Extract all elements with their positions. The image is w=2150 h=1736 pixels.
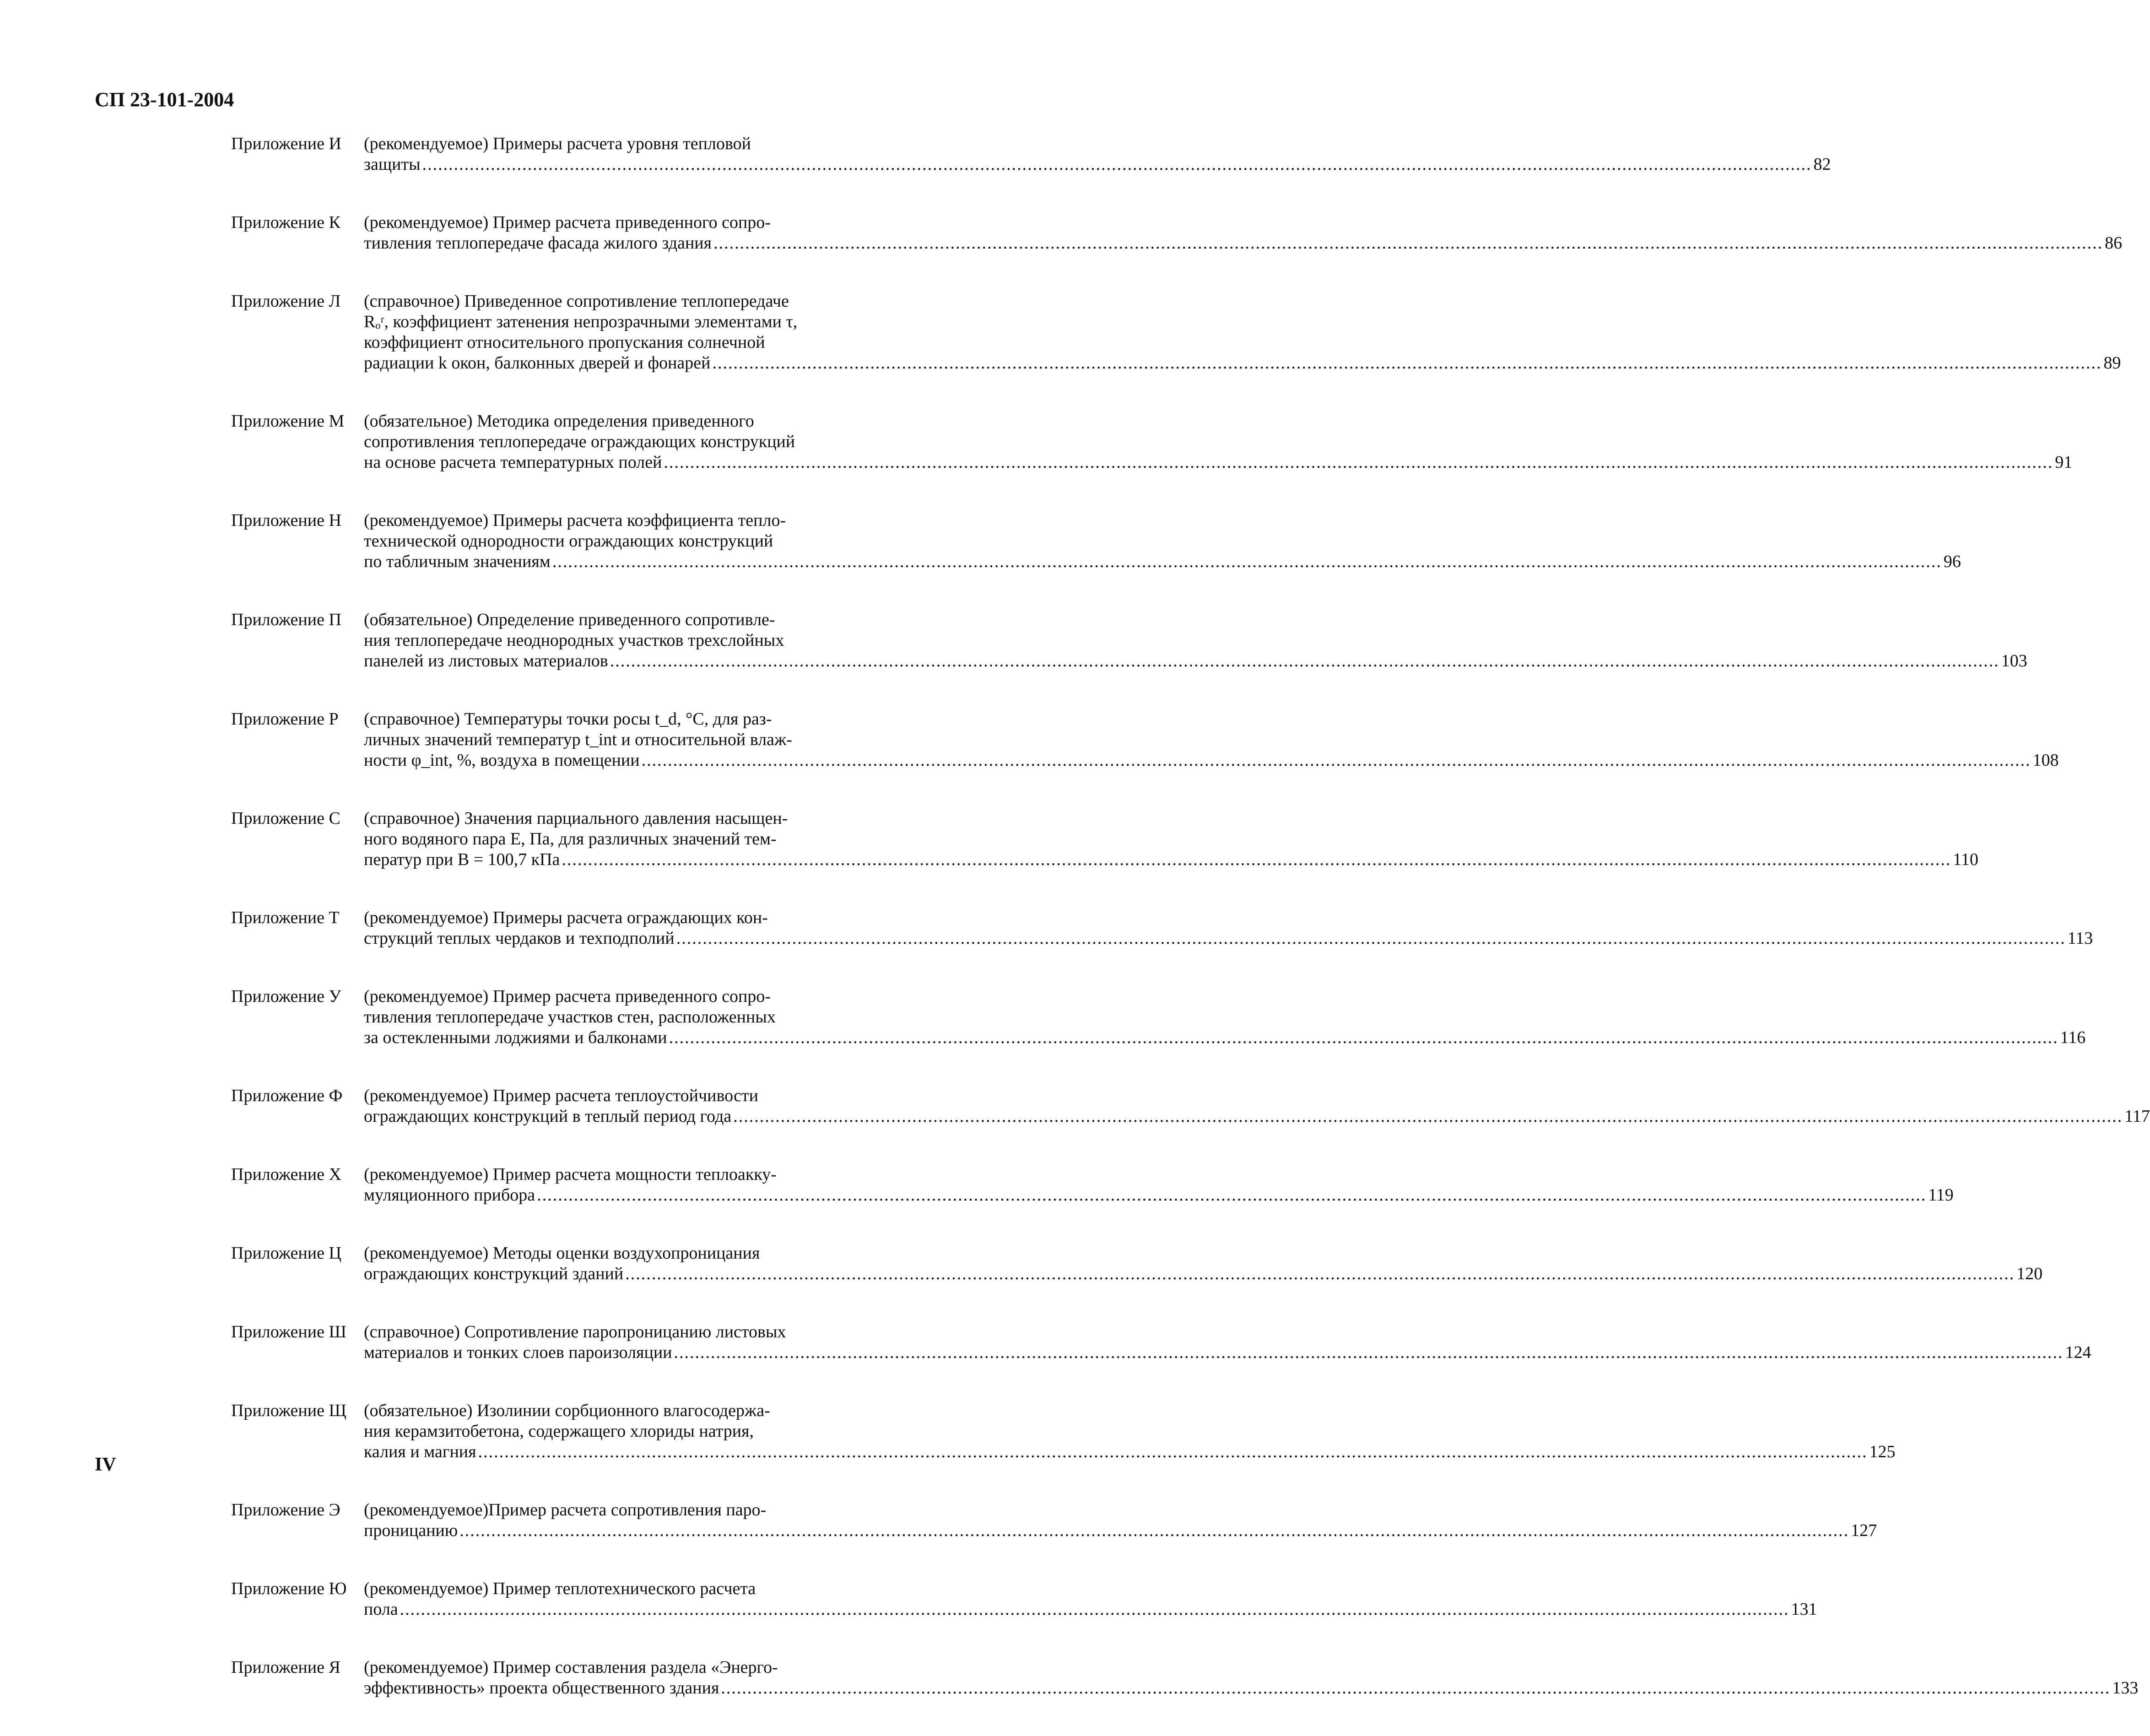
leader-dots: [676, 928, 2066, 949]
page-reference: 82: [1813, 155, 1831, 174]
title-line: [364, 1185, 1954, 1206]
title-line: [364, 353, 2121, 373]
toc-entry[interactable]: [231, 1401, 1896, 1462]
toc-entry[interactable]: [231, 411, 2073, 473]
appendix-label: Приложение Т: [231, 908, 340, 927]
title-line: личных значений температур t_int и относительной влаж-: [364, 730, 792, 749]
title-line: [364, 452, 2072, 473]
toc-entry[interactable]: [231, 1243, 2043, 1284]
title-line-text: ператур при B = 100,7 кПа: [364, 850, 560, 869]
page-reference: 89: [2103, 353, 2121, 373]
appendix-title: [364, 1164, 1954, 1206]
title-line: Rₒʳ, коэффициент затенения непрозрачными элементами τ,: [364, 312, 798, 331]
title-line: (рекомендуемое) Пример расчета приведенного сопро-: [364, 213, 771, 232]
toc-entry[interactable]: [231, 134, 1831, 175]
page-reference: 120: [2016, 1264, 2043, 1283]
title-line-text: эффективность» проекта общественного здания: [364, 1678, 719, 1698]
title-line: [364, 1106, 2150, 1127]
title-line: (справочное) Сопротивление паропроницанию листовых: [364, 1322, 786, 1341]
page-reference: 125: [1869, 1442, 1896, 1461]
leader-dots: [478, 1442, 1868, 1462]
appendix-title: [364, 291, 2121, 373]
toc-entry[interactable]: [231, 986, 2086, 1048]
title-line: (рекомендуемое) Пример теплотехнического расчета: [364, 1579, 756, 1598]
title-line: [364, 651, 2027, 671]
title-line: [364, 1342, 2091, 1363]
leader-dots: [610, 651, 1999, 671]
leader-dots: [552, 552, 1942, 572]
appendix-label: Приложение Х: [231, 1165, 341, 1184]
title-line: тивления теплопередаче участков стен, расположенных: [364, 1007, 776, 1027]
appendix-title: [364, 908, 2093, 949]
appendix-title: [364, 212, 2122, 254]
appendix-label: Приложение Э: [231, 1500, 340, 1520]
title-line: (справочное) Приведенное сопротивление теплопередаче: [364, 292, 789, 311]
appendix-label: Приложение П: [231, 610, 341, 629]
toc-entry[interactable]: [231, 1657, 2139, 1698]
page-reference: 119: [1928, 1185, 1954, 1205]
title-line: ного водяного пара E, Па, для различных значений тем-: [364, 829, 777, 849]
page-reference: 110: [1953, 850, 1979, 869]
appendix-label: Приложение С: [231, 809, 340, 828]
toc-entry[interactable]: [231, 610, 2027, 671]
appendix-title: [364, 1086, 2150, 1127]
title-line: (обязательное) Определение приведенного сопротивле-: [364, 610, 775, 629]
leader-dots: [625, 1264, 2015, 1284]
appendix-label: Приложение Ю: [231, 1579, 347, 1598]
title-line-text: панелей из листовых материалов: [364, 651, 608, 671]
title-line-text: струкций теплых чердаков и техподполий: [364, 929, 675, 948]
title-line: (рекомендуемое) Примеры расчета уровня тепловой: [364, 134, 751, 153]
appendix-label: Приложение Н: [231, 511, 341, 530]
title-line: (рекомендуемое) Пример расчета теплоустойчивости: [364, 1086, 758, 1105]
title-line-text: за остекленными лоджиями и балконами: [364, 1028, 667, 1047]
title-line: [364, 750, 2059, 771]
title-line: (рекомендуемое) Пример расчета мощности теплоакку-: [364, 1165, 777, 1184]
leader-dots: [642, 750, 2031, 771]
appendix-title: [364, 1579, 1817, 1620]
appendix-label: Приложение Ш: [231, 1322, 346, 1341]
title-line: (справочное) Температуры точки росы t_d, °C, для раз-: [364, 709, 772, 729]
appendix-title: [364, 808, 1978, 870]
document-code-header: СП 23-101-2004: [95, 88, 234, 111]
toc-entry[interactable]: [231, 1500, 1877, 1541]
title-line: [364, 1264, 2042, 1284]
appendix-title: [364, 986, 2085, 1048]
title-line: (рекомендуемое) Пример составления раздела «Энерго-: [364, 1658, 778, 1677]
appendix-title: [364, 510, 1961, 572]
leader-dots: [669, 1028, 2058, 1048]
title-line-text: муляционного прибора: [364, 1185, 535, 1205]
toc-entry[interactable]: [231, 291, 2121, 373]
appendix-title: [364, 411, 2072, 473]
toc-entry[interactable]: [231, 510, 1961, 572]
title-line: [364, 154, 1831, 175]
appendix-title: [364, 1657, 2138, 1698]
toc-entry[interactable]: [231, 709, 2059, 771]
appendix-label: Приложение К: [231, 213, 340, 232]
title-line: сопротивления теплопередаче ограждающих конструкций: [364, 432, 795, 451]
page-reference: 96: [1943, 552, 1961, 571]
page-number: IV: [95, 1454, 116, 1475]
title-line: [364, 928, 2093, 949]
table-of-contents: [231, 134, 2150, 1736]
title-line: (рекомендуемое) Примеры расчета ограждающих кон-: [364, 908, 768, 927]
toc-entry[interactable]: [231, 212, 2123, 254]
appendix-label: Приложение Я: [231, 1658, 340, 1677]
title-line: [364, 849, 1978, 870]
title-line: (рекомендуемое)Пример расчета сопротивления паро-: [364, 1500, 767, 1520]
title-line: [364, 1678, 2138, 1698]
appendix-label: Приложение Л: [231, 292, 341, 311]
title-line: [364, 1028, 2085, 1048]
title-line: [364, 552, 1961, 572]
appendix-label: Приложение М: [231, 411, 345, 431]
leader-dots: [733, 1106, 2123, 1127]
leader-dots: [562, 849, 1951, 870]
title-line: коэффициент относительного пропускания солнечной: [364, 333, 765, 352]
toc-entry[interactable]: [231, 808, 1979, 870]
toc-entry[interactable]: [231, 908, 2093, 949]
appendix-title: [364, 1243, 2042, 1284]
appendix-label: Приложение Р: [231, 709, 339, 729]
title-line-text: материалов и тонких слоев пароизоляции: [364, 1343, 672, 1362]
title-line-text: ограждающих конструкций в теплый период года: [364, 1107, 732, 1126]
title-line: (рекомендуемое) Пример расчета приведенного сопро-: [364, 987, 771, 1006]
toc-entry[interactable]: [231, 1579, 1817, 1620]
toc-entry[interactable]: [231, 1164, 1954, 1206]
appendix-label: Приложение Щ: [231, 1401, 346, 1420]
page-reference: 124: [2065, 1343, 2091, 1362]
leader-dots: [459, 1520, 1849, 1541]
toc-entry[interactable]: [231, 1086, 2150, 1127]
leader-dots: [721, 1678, 2110, 1698]
title-line: [364, 233, 2122, 254]
appendix-label: Приложение И: [231, 134, 341, 153]
title-line-text: проницанию: [364, 1521, 458, 1540]
page-reference: 108: [2032, 751, 2059, 770]
title-line: (обязательное) Методика определения приведенного: [364, 411, 754, 431]
leader-dots: [422, 154, 1812, 175]
page-reference: 127: [1851, 1521, 1877, 1540]
title-line: технической однородности ограждающих конструкций: [364, 531, 773, 551]
page-reference: 91: [2055, 453, 2073, 472]
title-line: (справочное) Значения парциального давления насыщен-: [364, 809, 788, 828]
leader-dots: [674, 1342, 2064, 1363]
title-line: [364, 1520, 1877, 1541]
toc-entry[interactable]: [231, 1322, 2091, 1363]
title-line-text: ности φ_int, %, воздуха в помещении: [364, 751, 640, 770]
title-line-text: ограждающих конструкций зданий: [364, 1264, 624, 1283]
title-line: ния керамзитобетона, содержащего хлориды натрия,: [364, 1422, 754, 1441]
leader-dots: [537, 1185, 1926, 1206]
title-line-text: по табличным значениям: [364, 552, 551, 571]
leader-dots: [664, 452, 2053, 473]
page-reference: 133: [2112, 1678, 2139, 1698]
appendix-title: [364, 1322, 2091, 1363]
title-line: [364, 1442, 1896, 1462]
page-reference: 131: [1791, 1600, 1817, 1619]
appendix-title: [364, 1401, 1896, 1462]
title-line-text: калия и магния: [364, 1442, 476, 1461]
title-line-text: радиации k окон, балконных дверей и фонарей: [364, 353, 711, 373]
title-line-text: защиты: [364, 155, 421, 174]
page-reference: 117: [2124, 1107, 2150, 1126]
appendix-label: Приложение У: [231, 987, 341, 1006]
title-line: [364, 1599, 1817, 1620]
title-line: (рекомендуемое) Методы оценки воздухопроницания: [364, 1244, 760, 1263]
leader-dots: [400, 1599, 1789, 1620]
appendix-label: Приложение Ц: [231, 1244, 341, 1263]
title-line-text: на основе расчета температурных полей: [364, 453, 662, 472]
appendix-title: [364, 134, 1831, 175]
title-line: (обязательное) Изолинии сорбционного влагосодержа-: [364, 1401, 770, 1420]
title-line-text: пола: [364, 1600, 398, 1619]
page-reference: 86: [2105, 233, 2123, 253]
leader-dots: [713, 353, 2102, 373]
title-line-text: тивления теплопередаче фасада жилого здания: [364, 233, 712, 253]
leader-dots: [713, 233, 2103, 254]
appendix-title: [364, 1500, 1877, 1541]
page-reference: 113: [2067, 929, 2093, 948]
appendix-title: [364, 709, 2059, 771]
page-reference: 116: [2060, 1028, 2086, 1047]
appendix-title: [364, 610, 2027, 671]
page-reference: 103: [2001, 651, 2027, 671]
title-line: ния теплопередаче неоднородных участков трехслойных: [364, 631, 784, 650]
title-line: (рекомендуемое) Примеры расчета коэффициента тепло-: [364, 511, 786, 530]
appendix-label: Приложение Ф: [231, 1086, 343, 1105]
